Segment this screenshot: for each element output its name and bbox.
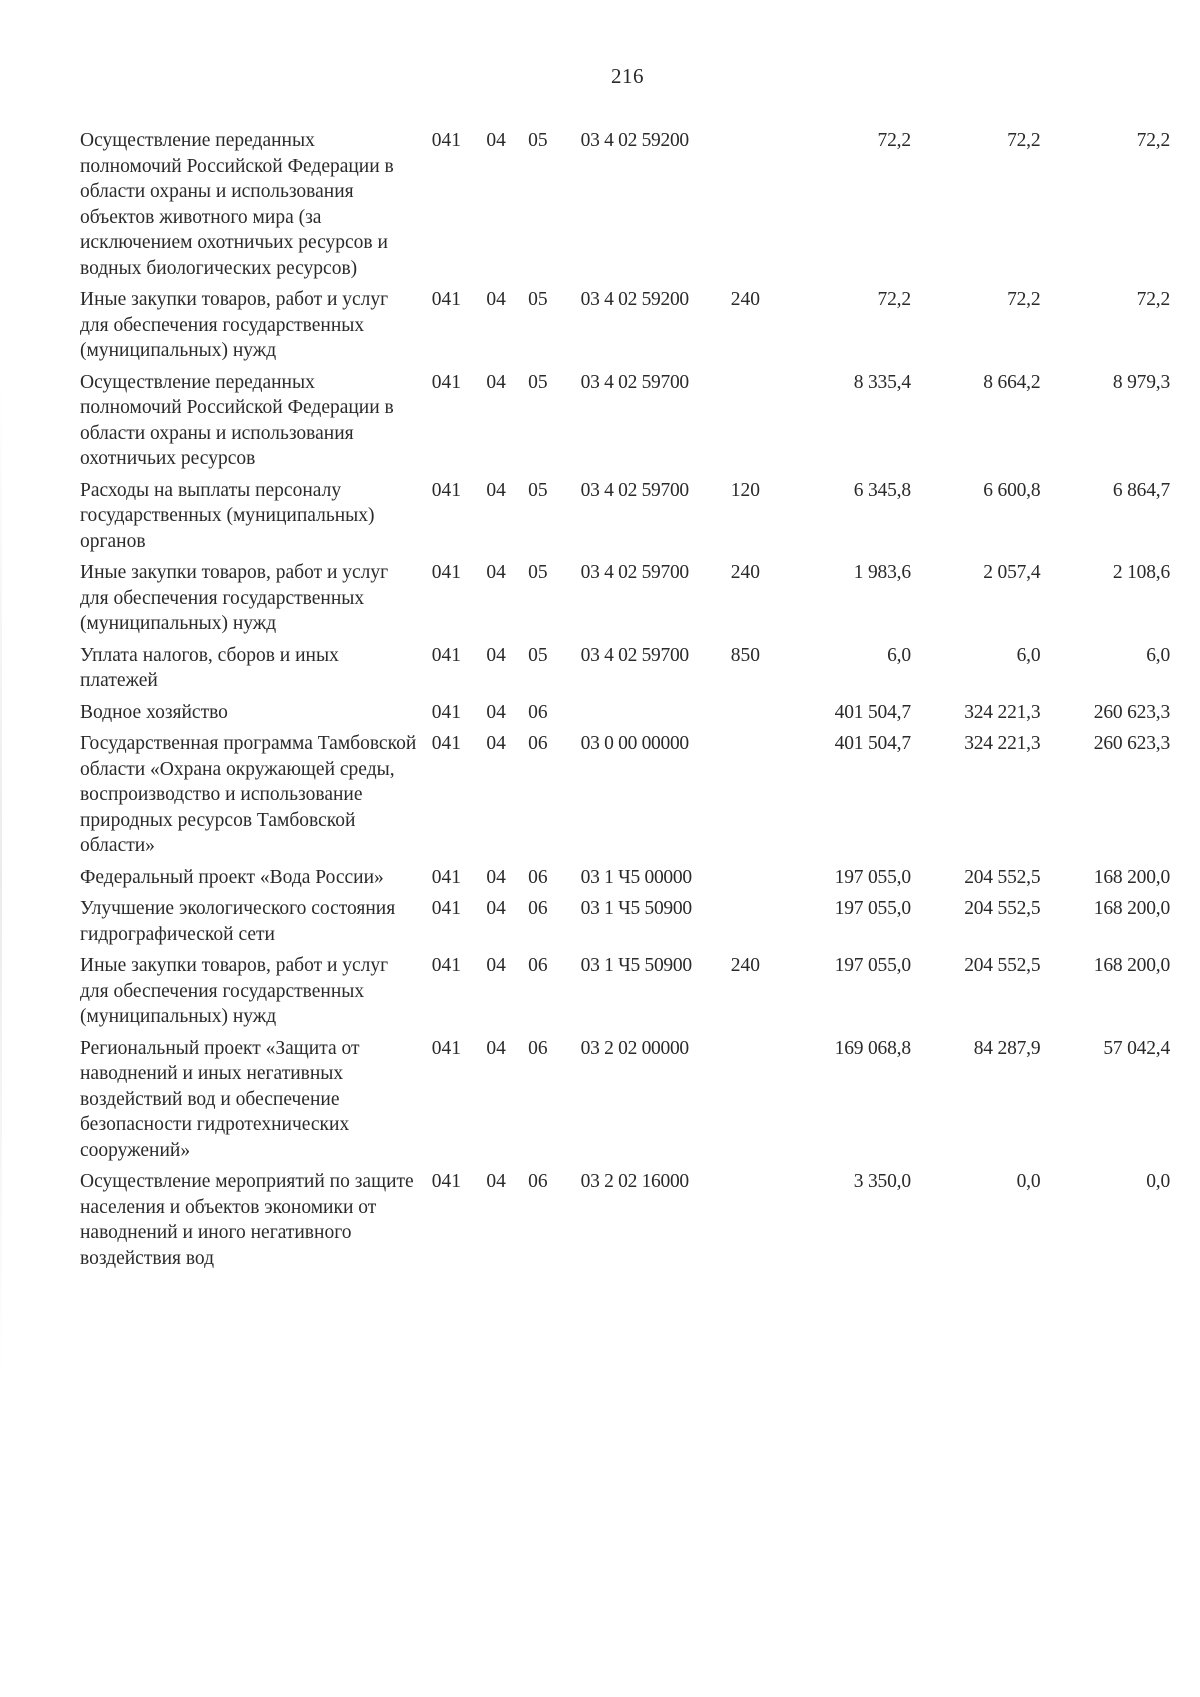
- code-subsection: 05: [528, 562, 548, 583]
- code-grbs: 041: [431, 733, 461, 754]
- table-row: [80, 478, 1170, 561]
- amount-year-2: 6 600,8: [983, 479, 1041, 501]
- code-grbs: 041: [431, 898, 461, 919]
- code-section: 04: [486, 898, 506, 919]
- table-row: [80, 1036, 1170, 1170]
- code-expense-type: [731, 731, 782, 865]
- code-expense-type: 240: [730, 562, 761, 583]
- amount-year-3: 168 200,0: [1093, 898, 1170, 919]
- code-grbs: 041: [431, 866, 461, 888]
- amount-year-2: 8 664,2: [983, 371, 1041, 393]
- expense-name: Осуществление переданных полномочий Российской Федерации в области охраны и использования объектов животного мира (за исключением охотничьих ресурсов и водных биологических ресурсов): [80, 130, 394, 279]
- amount-year-2: 72,2: [1007, 130, 1041, 151]
- table-row: [80, 287, 1170, 370]
- code-target-article: 03 2 02 00000: [580, 1037, 689, 1059]
- code-section: 04: [486, 701, 506, 723]
- expense-name: Осуществление переданных полномочий Российской Федерации в области охраны и использования охотничьих ресурсов: [80, 371, 394, 469]
- amount-year-2: 84 287,9: [973, 1037, 1041, 1059]
- code-subsection: 05: [528, 479, 548, 501]
- code-target-article: 03 1 Ч5 50900: [580, 955, 692, 976]
- table-row: [80, 560, 1170, 643]
- code-subsection: 05: [528, 644, 548, 666]
- amount-year-2: 2 057,4: [983, 562, 1041, 583]
- page-number: 216: [611, 64, 644, 88]
- code-target-article: 03 4 02 59200: [580, 289, 689, 310]
- table-row: [80, 731, 1170, 865]
- table-row: [80, 896, 1170, 953]
- amount-year-3: 2 108,6: [1112, 562, 1170, 583]
- code-section: 04: [486, 130, 506, 151]
- scan-edge-shadow: [0, 380, 2, 1380]
- amount-year-1: 197 055,0: [834, 898, 911, 919]
- code-grbs: 041: [431, 479, 461, 501]
- amount-year-2: 204 552,5: [964, 898, 1041, 919]
- code-section: 04: [486, 1171, 506, 1192]
- amount-year-1: 6,0: [887, 644, 911, 666]
- table-row: [80, 1169, 1170, 1277]
- amount-year-3: 260 623,3: [1093, 701, 1170, 723]
- amount-year-3: 168 200,0: [1093, 955, 1170, 976]
- code-expense-type: 850: [730, 644, 761, 666]
- code-target-article: 03 4 02 59200: [580, 130, 689, 151]
- expense-name: Иные закупки товаров, работ и услуг для обеспечения государственных (муниципальных) нужд: [80, 955, 389, 1027]
- code-target-article: 03 4 02 59700: [580, 479, 689, 501]
- code-expense-type: [731, 1169, 782, 1277]
- code-grbs: 041: [431, 130, 461, 151]
- code-subsection: 05: [528, 289, 548, 310]
- amount-year-3: 6 864,7: [1112, 479, 1170, 501]
- expense-name: Иные закупки товаров, работ и услуг для обеспечения государственных (муниципальных) нужд: [80, 289, 389, 361]
- code-target-article: 03 4 02 59700: [580, 644, 689, 666]
- code-grbs: 041: [431, 289, 461, 310]
- amount-year-1: 6 345,8: [853, 479, 911, 501]
- code-grbs: 041: [431, 371, 461, 393]
- code-target-article: 03 1 Ч5 00000: [580, 866, 692, 888]
- code-subsection: 06: [528, 955, 548, 976]
- amount-year-3: 260 623,3: [1093, 733, 1170, 754]
- code-expense-type: [731, 370, 782, 478]
- amount-year-3: 6,0: [1146, 644, 1170, 666]
- code-expense-type: [731, 1036, 782, 1170]
- budget-table-body: [80, 128, 1170, 1277]
- table-row: [80, 865, 1170, 897]
- amount-year-3: 57 042,4: [1103, 1037, 1170, 1059]
- code-subsection: 05: [528, 371, 548, 393]
- code-section: 04: [486, 1037, 506, 1059]
- amount-year-3: 168 200,0: [1093, 866, 1170, 888]
- expense-name: Улучшение экологического состояния гидрографической сети: [80, 898, 396, 945]
- code-subsection: 06: [528, 898, 548, 919]
- amount-year-1: 197 055,0: [834, 866, 911, 888]
- code-section: 04: [486, 562, 506, 583]
- table-row: [80, 128, 1170, 287]
- amount-year-2: 204 552,5: [964, 866, 1041, 888]
- expense-name: Иные закупки товаров, работ и услуг для обеспечения государственных (муниципальных) нужд: [80, 562, 389, 634]
- amount-year-1: 8 335,4: [853, 371, 911, 393]
- amount-year-2: 0,0: [1016, 1171, 1041, 1192]
- code-grbs: 041: [431, 701, 461, 723]
- amount-year-1: 169 068,8: [834, 1037, 911, 1059]
- amount-year-1: 72,2: [877, 130, 911, 151]
- amount-year-3: 72,2: [1136, 130, 1170, 151]
- code-target-article: 03 2 02 16000: [580, 1171, 689, 1192]
- table-row: [80, 370, 1170, 478]
- amount-year-1: 72,2: [877, 289, 911, 310]
- code-expense-type: [731, 700, 782, 732]
- code-grbs: 041: [431, 644, 461, 666]
- amount-year-3: 0,0: [1146, 1171, 1170, 1192]
- code-section: 04: [486, 289, 506, 310]
- code-section: 04: [486, 866, 506, 888]
- expense-name: Государственная программа Тамбовской области «Охрана окружающей среды, воспроизводство и использование природных ресурсов Тамбовской области»: [80, 733, 417, 856]
- amount-year-1: 3 350,0: [853, 1171, 911, 1192]
- expense-name: Расходы на выплаты персоналу государственных (муниципальных) органов: [80, 479, 375, 552]
- amount-year-3: 72,2: [1136, 289, 1170, 310]
- code-section: 04: [486, 371, 506, 393]
- code-expense-type: [731, 128, 782, 287]
- code-subsection: 06: [528, 1171, 548, 1192]
- table-row: [80, 700, 1170, 732]
- code-section: 04: [486, 644, 506, 666]
- amount-year-1: 401 504,7: [834, 733, 911, 754]
- code-subsection: 06: [528, 733, 548, 754]
- table-row: [80, 953, 1170, 1036]
- code-grbs: 041: [431, 1171, 461, 1192]
- code-target-article: 03 4 02 59700: [580, 371, 689, 393]
- expense-name: Осуществление мероприятий по защите населения и объектов экономики от наводнений и иного негативного воздействия вод: [80, 1171, 414, 1269]
- amount-year-1: 1 983,6: [853, 562, 911, 583]
- code-grbs: 041: [431, 955, 461, 976]
- code-grbs: 041: [431, 1037, 461, 1059]
- code-grbs: 041: [431, 562, 461, 583]
- amount-year-2: 6,0: [1016, 644, 1041, 666]
- code-target-article: [569, 700, 731, 732]
- code-subsection: 05: [528, 130, 548, 151]
- amount-year-2: 324 221,3: [964, 701, 1041, 723]
- amount-year-2: 204 552,5: [964, 955, 1041, 976]
- code-subsection: 06: [528, 701, 548, 723]
- budget-table: [80, 128, 1170, 1277]
- amount-year-2: 324 221,3: [964, 733, 1041, 754]
- code-section: 04: [486, 955, 506, 976]
- code-expense-type: 240: [730, 955, 761, 976]
- amount-year-2: 72,2: [1007, 289, 1041, 310]
- code-subsection: 06: [528, 1037, 548, 1059]
- expense-name: Федеральный проект «Вода России»: [80, 866, 384, 888]
- code-section: 04: [486, 733, 506, 754]
- table-row: [80, 643, 1170, 700]
- expense-name: Водное хозяйство: [80, 701, 228, 723]
- code-target-article: 03 1 Ч5 50900: [580, 898, 692, 919]
- amount-year-1: 401 504,7: [834, 701, 911, 723]
- amount-year-3: 8 979,3: [1112, 371, 1170, 393]
- code-expense-type: 240: [730, 289, 761, 310]
- code-target-article: 03 4 02 59700: [580, 562, 689, 583]
- amount-year-1: 197 055,0: [834, 955, 911, 976]
- code-subsection: 06: [528, 866, 548, 888]
- code-section: 04: [486, 479, 506, 501]
- expense-name: Региональный проект «Защита от наводнений и иных негативных воздействий вод и обеспечение безопасности гидротехнических сооружений»: [80, 1037, 360, 1161]
- code-expense-type: [731, 865, 782, 897]
- code-expense-type: 120: [730, 479, 761, 501]
- expense-name: Уплата налогов, сборов и иных платежей: [80, 644, 339, 691]
- code-expense-type: [731, 896, 782, 953]
- code-target-article: 03 0 00 00000: [580, 733, 689, 754]
